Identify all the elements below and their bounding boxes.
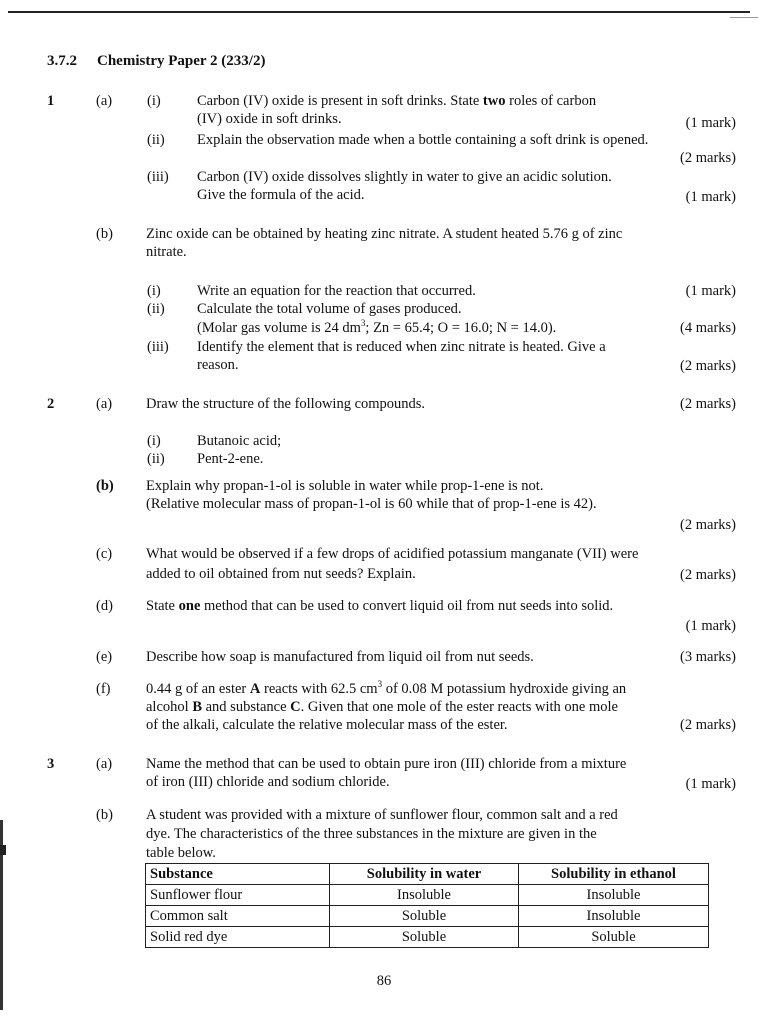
q3-b-label: (b)	[96, 807, 113, 823]
table-row	[146, 927, 709, 948]
q2-d-mark: (1 mark)	[685, 618, 736, 634]
q2-b-label: (b)	[96, 478, 114, 494]
table-cell: Insoluble	[330, 885, 519, 906]
q3-b-line1: A student was provided with a mixture of sunflower flour, common salt and a red	[146, 807, 618, 823]
q2-e-label: (e)	[96, 649, 113, 665]
q2-b-line2: (Relative molecular mass of propan-1-ol is 60 while that of prop-1-ene is 42).	[146, 496, 597, 512]
q3-a-line2: of iron (III) chloride and sodium chloride.	[146, 774, 390, 790]
q2-b-line1: Explain why propan-1-ol is soluble in water while prop-1-ene is not.	[146, 478, 544, 494]
top-rule	[8, 11, 750, 13]
q2-f-line3: of the alkali, calculate the relative molecular mass of the ester.	[146, 717, 508, 733]
q2-a-mark: (2 marks)	[680, 396, 736, 412]
page-number: 86	[376, 973, 392, 989]
q2-d-line1: State one method that can be used to convert liquid oil from nut seeds into solid.	[146, 598, 614, 614]
q2-a-label: (a)	[96, 396, 113, 412]
q2-a-ii-label: (ii)	[147, 451, 165, 467]
q1-b-i-mark: (1 mark)	[685, 283, 736, 299]
table-cell: Soluble	[330, 927, 519, 948]
q1-a-ii-label: (ii)	[147, 132, 165, 148]
q3-a-label: (a)	[96, 756, 113, 772]
q2-f-mark: (2 marks)	[680, 717, 736, 733]
q2-c-line2: added to oil obtained from nut seeds? Explain.	[146, 566, 416, 582]
q1-b-ii-line2: (Molar gas volume is 24 $dm^3$; Zn = 65.4; O = 16.0; N = 14.0).	[197, 318, 557, 336]
q1-a-i-line1: Carbon (IV) oxide is present in soft drinks. State two roles of carbon	[197, 93, 597, 109]
table-cell: Soluble	[330, 906, 519, 927]
q2-f-line2: alcohol B and substance C. Given that one mole of the ester reacts with one mole	[146, 699, 618, 715]
q1-a-iii-label: (iii)	[147, 169, 169, 185]
q2-f-label: (f)	[96, 681, 111, 697]
table-cell: Sunflower flour	[146, 885, 330, 906]
q1-b-i-text: Write an equation for the reaction that occurred.	[197, 283, 476, 299]
question-number-3: 3	[47, 756, 55, 772]
q1-b-iii-mark: (2 marks)	[680, 358, 736, 374]
binding-edge-notch	[0, 845, 6, 855]
q1-a-ii-mark: (2 marks)	[680, 150, 736, 166]
q2-c-label: (c)	[96, 546, 113, 562]
q1-b-ii-mark: (4 marks)	[680, 320, 736, 336]
q2-b-mark: (2 marks)	[680, 517, 736, 533]
q2-c-line1: What would be observed if a few drops of acidified potassium manganate (VII) were	[146, 546, 639, 562]
q1-b-label: (b)	[96, 226, 113, 242]
table-cell: Solid red dye	[146, 927, 330, 948]
q1-a-ii-line1: Explain the observation made when a bottle containing a soft drink is opened.	[197, 132, 649, 148]
q3-a-mark: (1 mark)	[685, 776, 736, 792]
table-header-cell: Solubility in ethanol	[519, 864, 709, 885]
question-number-2: 2	[47, 396, 55, 412]
question-number-1: 1	[47, 93, 55, 109]
q1-b-iii-line2: reason.	[197, 357, 239, 373]
solubility-table	[145, 863, 709, 948]
q1-a-iii-line1: Carbon (IV) oxide dissolves slightly in water to give an acidic solution.	[197, 169, 612, 185]
table-cell: Insoluble	[519, 885, 709, 906]
table-header-cell: Substance	[146, 864, 330, 885]
q1-b-ii-line1: Calculate the total volume of gases produced.	[197, 301, 462, 317]
q2-a-i-label: (i)	[147, 433, 161, 449]
q3-b-line3: table below.	[146, 845, 216, 861]
section-number: 3.7.2	[47, 53, 77, 69]
q2-f-line1: 0.44 g of an ester A reacts with 62.5 $cm^3$ of 0.08 M potassium hydroxide giving an	[146, 679, 627, 697]
table-row	[146, 906, 709, 927]
q1-a-i-line2: (IV) oxide in soft drinks.	[197, 111, 342, 127]
table-cell: Soluble	[519, 927, 709, 948]
q1-a-iii-line2: Give the formula of the acid.	[197, 187, 365, 203]
q1-b-iii-line1: Identify the element that is reduced when zinc nitrate is heated. Give a	[197, 339, 606, 355]
table-header-row	[146, 864, 709, 885]
q1-b-iii-label: (iii)	[147, 339, 169, 355]
q1-a-iii-mark: (1 mark)	[685, 189, 736, 205]
q2-c-mark: (2 marks)	[680, 567, 736, 583]
table-cell: Common salt	[146, 906, 330, 927]
q2-e-mark: (3 marks)	[680, 649, 736, 665]
top-rule-secondary	[730, 17, 758, 18]
q2-a-i-text: Butanoic acid;	[197, 433, 282, 449]
q2-a-ii-text: Pent-2-ene.	[197, 451, 264, 467]
q3-a-line1: Name the method that can be used to obtain pure iron (III) chloride from a mixture	[146, 756, 627, 772]
table-cell: Insoluble	[519, 906, 709, 927]
q1-a-i-label: (i)	[147, 93, 161, 109]
table-header-cell: Solubility in water	[330, 864, 519, 885]
q1-b-ii-label: (ii)	[147, 301, 165, 317]
q2-e-text: Describe how soap is manufactured from liquid oil from nut seeds.	[146, 649, 534, 665]
table-row	[146, 885, 709, 906]
q1-b-line2: nitrate.	[146, 244, 187, 260]
paper-title: Chemistry Paper 2 (233/2)	[97, 53, 266, 69]
q1-b-i-label: (i)	[147, 283, 161, 299]
q1-b-line1: Zinc oxide can be obtained by heating zinc nitrate. A student heated 5.76 g of zinc	[146, 226, 623, 242]
q1-a-label: (a)	[96, 93, 113, 109]
q2-a-text: Draw the structure of the following compounds.	[146, 396, 426, 412]
q2-d-label: (d)	[96, 598, 113, 614]
q3-b-line2: dye. The characteristics of the three substances in the mixture are given in the	[146, 826, 597, 842]
q1-a-i-mark: (1 mark)	[685, 115, 736, 131]
